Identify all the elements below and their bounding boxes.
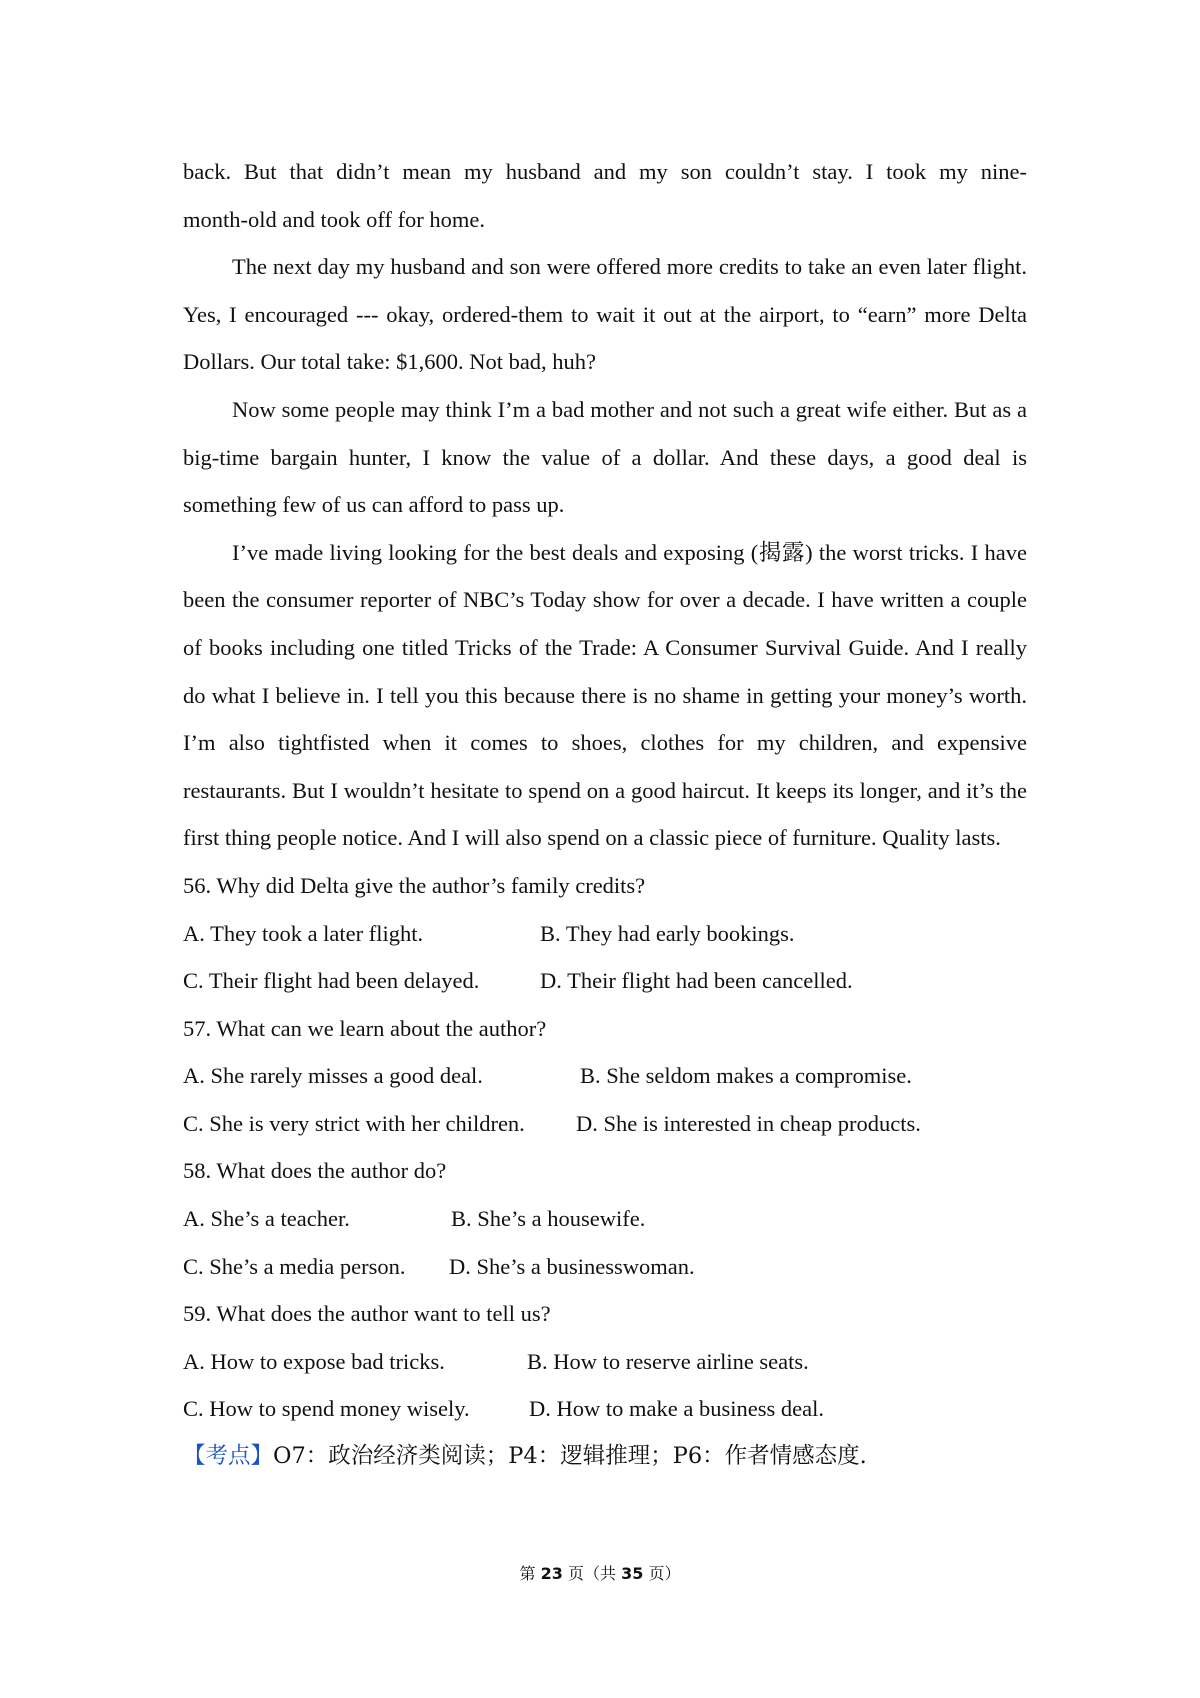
footer-page-number: 23 xyxy=(540,1564,563,1583)
question-options-row xyxy=(183,1385,1027,1433)
keypoint-text: O7：政治经济类阅读；P4：逻辑推理；P6：作者情感态度. xyxy=(273,1443,867,1470)
option-a: A. How to expose bad tricks. xyxy=(183,1348,445,1374)
question-stem: 59. What does the author want to tell us? xyxy=(183,1301,551,1327)
option-d: D. Their flight had been cancelled. xyxy=(540,968,853,994)
passage-paragraph: Now some people may think I’m a bad mother and not such a great wife either. But as a big-time bargain hunter, I know the value of a dollar. And these days, a good deal is something few of us can afford to pass up. xyxy=(183,396,1027,518)
keypoint-line xyxy=(183,1433,1027,1481)
keypoint-tag: 【考点】 xyxy=(183,1443,274,1470)
question-options-row xyxy=(183,1338,1027,1386)
option-d: D. How to make a business deal. xyxy=(529,1396,824,1422)
passage-paragraph: I’ve made living looking for the best deals and exposing (揭露) the worst tricks. I have been the consumer reporter of NBC’s Today show for over a decade. I have written a couple of books including one titled Tricks of the Trade: A Consumer Survival Guide. And I really do what I believe in. I tell you this because there is no shame in getting your money’s worth. I’m also tightfisted when it comes to shoes, clothes for my children, and expensive restaurants. But I wouldn’t hesitate to spend on a good haircut. It keeps its longer, and it’s the first thing people notice. And I will also spend on a classic piece of furniture. Quality lasts. xyxy=(183,539,1027,851)
option-a: A. They took a later flight. xyxy=(183,920,424,946)
option-a: A. She’s a teacher. xyxy=(183,1206,350,1232)
option-c: C. How to spend money wisely. xyxy=(183,1396,470,1422)
footer-total-pages: 35 xyxy=(621,1564,644,1583)
passage-line: back. But that didn’t mean my husband and my son couldn’t stay. I took my nine- xyxy=(183,159,1027,184)
question-options-row xyxy=(183,1100,1027,1148)
option-b: B. How to reserve airline seats. xyxy=(527,1348,809,1374)
question-options-row xyxy=(183,910,1027,958)
option-b: B. She’s a housewife. xyxy=(451,1206,646,1232)
question-stem: 58. What does the author do? xyxy=(183,1158,447,1184)
question-options-row xyxy=(183,1243,1027,1291)
option-d: D. She is interested in cheap products. xyxy=(576,1110,921,1136)
page-footer xyxy=(0,1561,1200,1584)
question-options-row xyxy=(183,957,1027,1005)
footer-middle: 页（共 xyxy=(567,1564,616,1583)
option-c: C. She’s a media person. xyxy=(183,1253,406,1279)
question-stem: 56. Why did Delta give the author’s family credits? xyxy=(183,872,646,898)
option-d: D. She’s a businesswoman. xyxy=(449,1253,695,1279)
option-b: B. She seldom makes a compromise. xyxy=(580,1063,912,1089)
passage-paragraph: The next day my husband and son were offered more credits to take an even later flight. Yes, I encouraged --- okay, ordered-them to wait it out at the airport, to “earn” more Delta Dollars. Our total take: $1,600. Not bad, huh? xyxy=(183,254,1027,375)
question-options-row xyxy=(183,1195,1027,1243)
option-b: B. They had early bookings. xyxy=(540,920,795,946)
footer-prefix: 第 xyxy=(519,1564,536,1583)
option-c: C. She is very strict with her children. xyxy=(183,1110,525,1136)
passage-line: month-old and took off for home. xyxy=(183,206,486,232)
option-a: A. She rarely misses a good deal. xyxy=(183,1063,483,1089)
option-c: C. Their flight had been delayed. xyxy=(183,968,480,994)
passage-paragraph-continuation xyxy=(183,148,1027,196)
question-options-row xyxy=(183,1052,1027,1100)
document-page xyxy=(183,148,1027,1481)
footer-suffix: 页） xyxy=(648,1564,681,1583)
question-stem: 57. What can we learn about the author? xyxy=(183,1015,547,1041)
